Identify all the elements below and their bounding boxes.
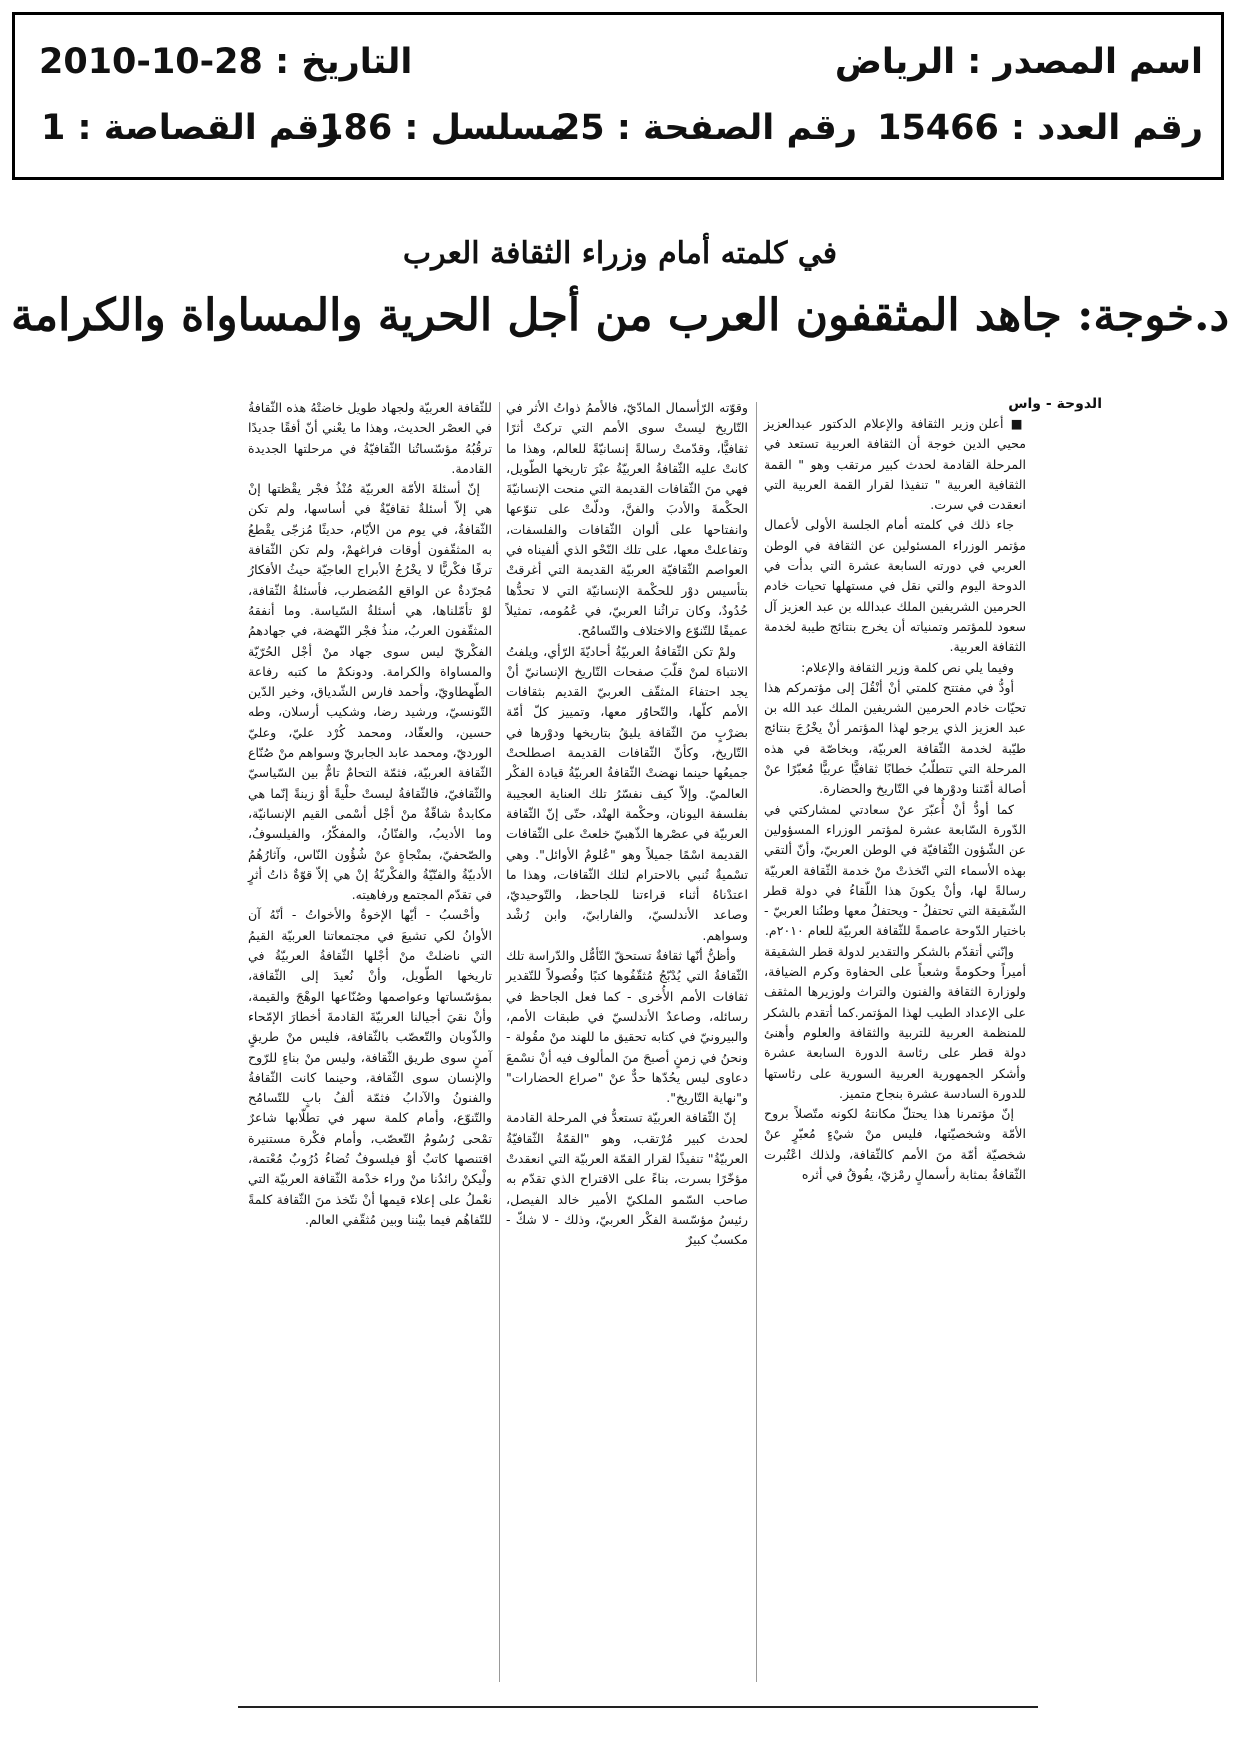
paragraph: أودُّ في مفتتح كلمتي أنْ أنْقُلَ إلى مؤتمركم هذا تحيّات خادم الحرمين الشريفين الملك عبد الله بن عبد العزيز الذي يرجو لهذا المؤتمر أنْ يخْرُجَ بنتائج طيّبة لخدمة الثّقافة العربيّة، وبخاصّة في هذه المرحلة التي تتطلّبُ خطابًا ثقافيًّا عربيًّا مُعبّرًا عنْ أصالة أمّتنا ودوْرها في التّاريخ والحضارة. [764,679,1026,797]
paragraph: جاء ذلك في كلمته أمام الجلسة الأولى لأعمال مؤتمر الوزراء المسئولين عن الثقافة في الوطن العربي في دورته السابعة عشرة التي بدأت في الدوحة اليوم والتي نقل في مستهلها تحيات خادم الحرمين الشريفين الملك عبدالله بن عبد العزيز آل سعود للمؤتمر وتمنياته أن يخرج بنتائج طيبة لخدمة الثقافة العربية. [764,517,1026,655]
article-column-3 [248,398,492,1230]
paragraph: وفيما يلي نص كلمة وزير الثقافة والإعلام: [801,659,1014,675]
paragraph: للثّقافة العربيّة ولجهاد طويل خاضتْهُ هذه الثّقافةُ في العصْر الحديث، وهذا ما يعْني أنّ أفقًا جديدًا ترقُبُهُ مؤسّساتُنا الثّقافيّةُ في مرحلتها الجديدة القادمة. [248,400,492,476]
article-kicker: في كلمته أمام وزراء الثقافة العرب [402,236,838,271]
column-divider [756,402,757,1682]
paragraph: كما أودُّ أنْ أُعبّرَ عنْ سعادتي لمشاركتي في الدّورة السّابعة عشرة لمؤتمر الوزراء المسؤولين عن الشّؤون الثّقافيّة في الوطن العربيّ، وأنّ ألتقي بهذه الأسماء التي اتّخذتْ منْ خدمة الثّقافة العربيّة رسالةً لها، وأنْ يكونَ هذا اللّقاءُ في دولة قطر الشّقيقة التي تحتفلُ - ويحتفلُ معها وطنُنا العربيّ - باختيار الدّوحة عاصمةً للثّقافة العربيّة للعام ٢٠١٠م. [764,801,1026,939]
page-label: رقم الصفحة : [616,108,857,148]
date-field [39,42,413,82]
article-byline: الدوحة - واس [1008,396,1102,412]
issue-label: رقم العدد : [1011,108,1203,148]
date-label: التاريخ : [275,42,413,82]
column-divider [499,402,500,1682]
date-value: 2010-10-28 [39,42,263,82]
paragraph: وإنّني أتقدّم بالشكر والتقدير لدولة قطر الشقيقة أميراً وحكومةً وشعباً على الحفاوة وكرم الضيافة، ولوزارة الثقافة والفنون والتراث ولوزيرها المثقف على الإعداد الطيب لهذا المؤتمر.كما أتقدم بالشكر للمنظمة العربية للتربية والثقافة والعلوم وأهنئ دولة قطر على رئاسة الدورة السابعة عشرة وأشكر الجمهورية العربية السورية على رئاستها للدورة السادسة عشرة بنجاح متميز. [764,943,1026,1101]
serial-field [319,108,569,148]
paragraph: وأحْسبُ - أيّها الإخوةُ والأخواتُ - أنّهُ آن الأوانُ لكي تشيعَ في مجتمعاتنا العربيّة القيمُ التي ناضلتْ منْ أجْلها الثّقافةُ العربيّةُ في تاريخها الطّويل، وأنْ نُعيدَ إلى الثّقافة، بمؤسّساتها وعواصمها وصُنّاعها الوهْجَ والقيمة، وأنْ نقيَ أجيالنا العربيّةَ القادمةَ أخطارَ الإمّحاء والذّوبان والتّعصّب بالثّقافة، فليس منْ طريقٍ آمنٍ سوى طريق الثّقافة، وليس منْ بناءٍ للرّوح والإنسان سوى الثّقافة، وحينما كانت الثّقافةُ والفنونُ والآدابُ فثمّة ألفُ بابٍ للتّسامُح والتّنوّع، وأمام كلمة سهر في تطلّابها شاعرٌ تمْحى رُسُومُ التّعصّب، وأمام فكْرة مستنيرة اقتنصها كاتبٌ أوْ فيلسوفٌ تُضاءُ دُرُوبٌ مُعْتمة، ولْيكنْ رائدُنا منْ وراء خدْمة الثّقافة العربيّة التي نعْملُ على إعلاء قيمها أنْ نتّخذ منَ الثّقافة كلمةً للتّفاهُم فيما بيْننا وبين مُثقّفي العالم. [248,907,492,1227]
paragraph: إنّ الثّقافة العربيّة تستعدُّ في المرحلة القادمة لحدث كبير مُرْتقب، وهو "القمّةُ الثّقافيّةُ العربيّةُ" تنفيذًا لقرار القمّة العربيّة التي انعقدتْ مؤخّرًا بسرت، بناءً على الاقتراح الذي تقدّم به صاحب السّمو الملكيّ الأمير خالد الفيصل، رئيسُ مؤسّسة الفكْر العربيّ، وذلك - لا شكّ - مكسبٌ كبيرٌ [506,1110,748,1248]
bottom-rule [238,1706,1038,1708]
paragraph: وقوّته الرّأسمال المادّيّ، فالأممُ ذواتُ الأثر في التّاريخ ليستْ سوى الأمم التي تركتْ أثرًا ثقافيًّا، وقدّمتْ رسالةً إنسانيّةً للعالم، وهذا ما كانتْ عليه الثّقافةُ العربيّةُ عبْرَ تاريخها الطّويل، فهي منَ الثّقافات القديمة التي منحت الإنسانيّةَ الحكْمةَ والأدبَ والفنَّ، ودلّتْ على تنوّعها وانفتاحها على ألوان الثّقافات والفلسفات، وتفاعلتْ معها، على تلك النّحْو الذي ألفيناه في العواصم الثّقافيّة العربيّة القديمة التي أغرقتْ بتأسيس دوْر للحكْمة الإنسانيّة التي لا تحدُّها حُدُودٌ، وكان تراثُنا العربيّ، في عُمُومه، تمثيلاً عميقًا للتّنوّع والاختلاف والتّسامُح. [506,400,748,639]
article-headline: د.خوجة: جاهد المثقفون العرب من أجل الحرية والمساواة والكرامة [10,290,1230,341]
paragraph: إنّ مؤتمرنا هذا يحتلّ مكانتهُ لكونه متّصلاً بروح الأمّة وشخصيّتها، فليس منْ شيْءٍ مُعبّرٍ عنْ شخصيّة أمّة منَ الأمم كالثّقافة، ولذلك اعْتُبرت الثّقافةُ بمثابة رأسمالٍ رمْزيّ، يفُوقُ في أثره [764,1106,1026,1182]
page-field [555,108,857,148]
issue-value: 15466 [877,108,999,148]
clip-label: رقم القصاصة : [77,108,340,148]
paragraph: وأظنُّ أنّها ثقافةٌ تستحقّ التّأمُّل والدّراسة تلك الثّقافةُ التي يُدْبّجُ مُثقّفُوها كتبًا وفُصولاً للتّقدير ثقافات الأمم الأُخرى - كما فعل الجاحظ في رسائله، وصاعدٌ الأندلسيّ في طبقات الأمم، والبيرونيّ في كتابه تحقيق ما للهند منْ مقُولة - ونحنُ في زمنٍ أصبحَ منَ المألوف فيه أنْ نسْمعَ دعاوى ليس يحُدّها حدٌّ عنْ "صراع الحضارات" و"نهاية التّاريخ". [506,948,748,1106]
source-label: اسم المصدر : الرياض [834,42,1203,82]
paragraph: ■ أعلن وزير الثقافة والإعلام الدكتور عبدالعزيز محيي الدين خوجة أن الثقافة العربية تستعد في المرحلة القادمة لحدث كبير مرتقب وهو " القمة الثقافية العربية " تنفيذا لقرار القمة العربية التي انعقدت في سرت. [764,416,1026,513]
paragraph: ولمْ تكن الثّقافةُ العربيّةُ أحاديّةَ الرّأي، ويلفتُ الانتباهَ لمنْ قلّبَ صفحات التّاريخ الإنسانيّ أنْ يجد احتفاءَ المثقّف العربيّ القديم بثقافات الأمم كلّها، والتّحاوُر معها، وتمييز كلّ أمّة بضرْبٍ منَ الثّقافة يليقُ بتاريخها ودوْرها في التّاريخ، وكأنّ الثّقافات القديمة اصطلحتْ جميعُها حينما نهضتْ الثّقافةُ العربيّةُ قيادة الفكْر العالميّ. وإلاّ كيف نفسّرُ تلك العناية العجيبة بفلسفة اليونان، وحكْمة الهنْد، حتّى إنّ الثّقافة العربيّة في عصْرها الذّهبيّ خلعتْ على الثّقافات القديمة اسْمًا جميلاً وهو "عُلومُ الأوائل". وهي تسْميةٌ تُنبي بالاحترام لتلك الثّقافات، وهذا ما اعتدْناهُ أثناء قراءتنا للجاحظ، والتّوحيديّ، وصاعد الأندلسيّ، والفارابيّ، وابن رُشْد وسواهم. [506,643,748,943]
clip-value: 1 [41,108,66,148]
serial-value: 186 [319,108,393,148]
page-value: 25 [555,108,605,148]
paragraph: إنّ أسئلةَ الأمّة العربيّة مُنْذُ فجْر يقْظتها إنْ هي إلاّ أسئلةٌ ثقافيّةٌ في أساسها، ولم تكن الثّقافةُ، في يوم من الأيّام، حديثًا مُزجّى يقْطعُ به المثقّفون أوقات فراغهمْ، ولم تكن الثّقافة ترفًا فكْريًّا لا يخْرُجُ الأبراج العاجيّة حيثُ الأفكارُ مُجرّدةٌ عن الواقع المُضطرب، فأسئلةُ الثّقافة، لوْ تأمّلناها، هي أسئلةُ السّياسة. وما أنفقهُ المثقّفون العربُ، منذُ فجْر النّهضة، في جهادهمُ الفكْريّ ليس سوى جهاد منْ أجْل الحُرّيّة والمساواة والكرامة. ودونكمْ ما كتبه رفاعة الطّهطاويّ، وأحمد فارس الشّدياق، وخير الدّين التّونسيّ، ورشيد رضا، وشكيب أرسلان، وطه حسين، والعقّاد، ومحمد كُرْد عليّ، وعليّ الورديّ، ومحمد عابد الجابريّ وسواهم منْ صُنّاع الثّقافة العربيّة، فثمّة التحامٌ تامٌّ بين السّياسيّ والثّقافيّ، فالثّقافةُ ليستْ حلْيةً أوْ زينةً إنّما هي مكابدةٌ شاقّةٌ منْ أجْل أسْمى القيم الإنسانيّة، وما الأديبُ، والفنّانُ، والمفكّرُ، والفيلسوفُ، والصّحفيّ، بمنْجاةٍ عنْ شُؤُون النّاس، وآثارُهُمُ الأدبيّةُ والفنّيّةُ والفكْريّةُ إنْ هي إلاّ قوّةٌ ذاتُ أثرٍ في تقدّم المجتمع ورفاهيته. [248,481,492,903]
clipping-header-box [12,12,1224,180]
article-column-1 [764,414,1026,1185]
issue-field [877,108,1203,148]
serial-label: مسلسل : [404,108,569,148]
article-column-2 [506,398,748,1250]
clip-field [41,108,340,148]
